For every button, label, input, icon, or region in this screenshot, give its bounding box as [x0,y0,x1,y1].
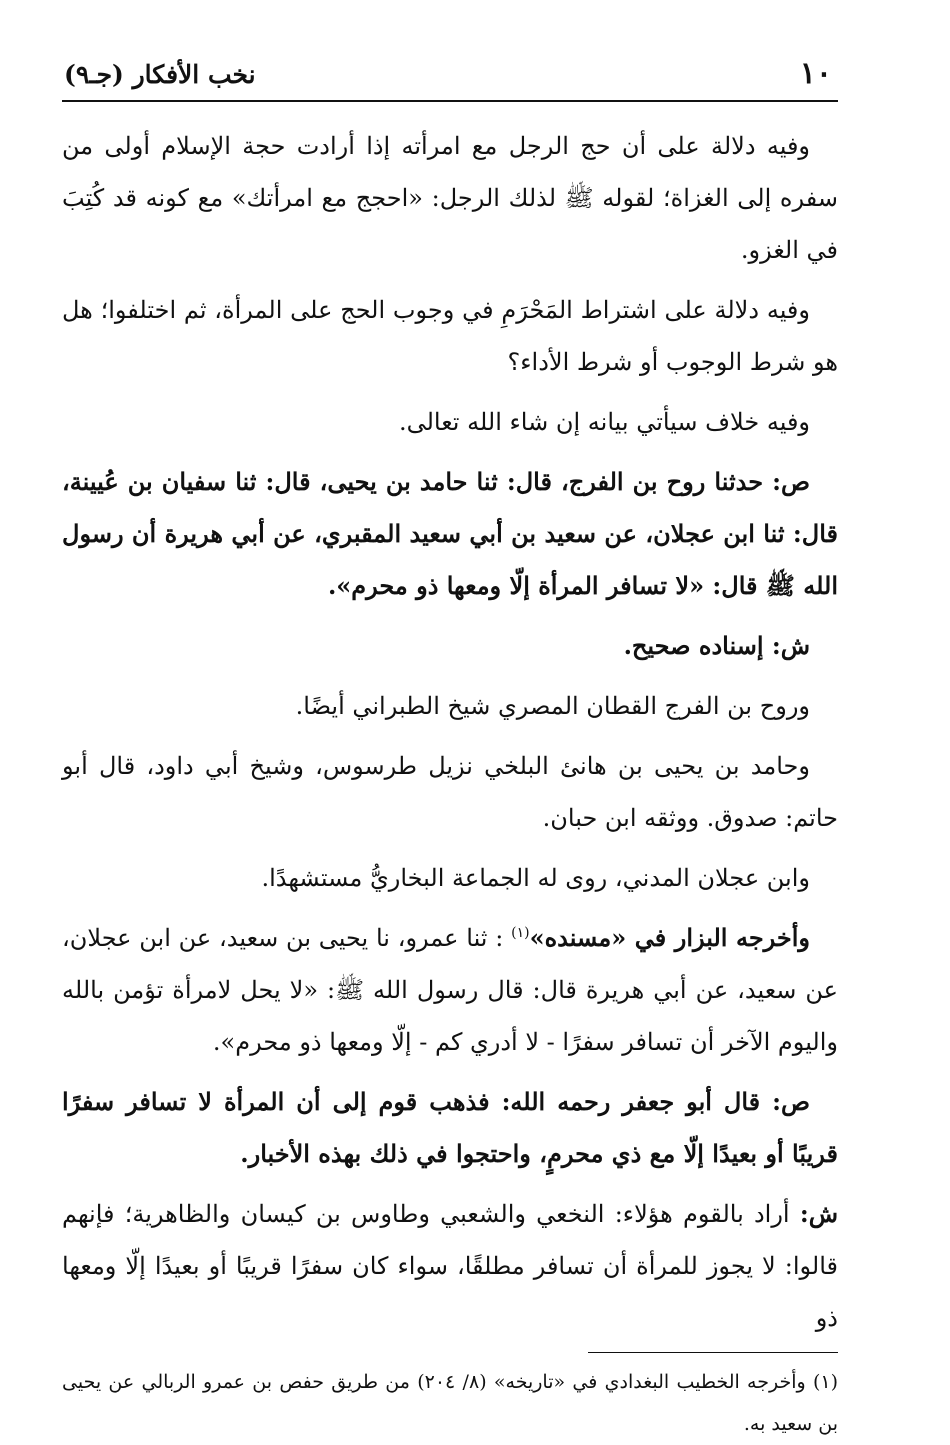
paragraph: وفيه دلالة على أن حج الرجل مع امرأته إذا أرادت حجة الإسلام أولى من سفره إلى الغزاة؛ لقوله ﷺ لذلك الرجل: «احجج مع امرأتك» مع كونه قد كُتِبَ في الغزو. [62,132,838,264]
paragraph: وفيه دلالة على اشتراط المَحْرَمِ في وجوب الحج على المرأة، ثم اختلفوا؛ هل هو شرط الوجوب أو شرط الأداء؟ [62,296,838,376]
page-header [62,40,838,102]
page-number: ١٠ [799,56,832,91]
page [62,40,838,1445]
paragraph [62,1188,838,1344]
paragraph: وابن عجلان المدني، روى له الجماعة البخاريُّ مستشهدًا. [261,864,810,892]
commentary-marker: ش: [799,1199,838,1228]
paragraph: وفيه خلاف سيأتي بيانه إن شاء الله تعالى. [398,408,810,436]
paragraph-text: أراد بالقوم هؤلاء: النخعي والشعبي وطاوس بن كيسان والظاهرية؛ فإنهم قالوا: لا يجوز للمرأة أن تسافر مطلقًا، سواء كان سفرًا قريبًا أو بعيدًا إلّا ومعها ذو [62,1200,839,1332]
quoted-statement: ص: قال أبو جعفر رحمه الله: فذهب قوم إلى أن المرأة لا تسافر سفرًا قريبًا أو بعيدًا إلّا مع ذي محرمٍ، واحتجوا في ذلك بهذه الأخبار. [62,1087,838,1168]
paragraph: وروح بن الفرج القطان المصري شيخ الطبراني أيضًا. [295,692,810,720]
main-text [62,120,838,1344]
commentary-heading: ش: إسناده صحيح. [623,631,810,660]
source-name: وأخرجه البزار في «مسنده» [529,923,810,952]
hadith-text: ص: حدثنا روح بن الفرج، قال: ثنا حامد بن يحيى، قال: ثنا سفيان بن عُيينة، قال: ثنا ابن عجلان، عن سعيد بن أبي سعيد المقبري، عن أبي هريرة أن رسول الله ﷺ قال: «لا تسافر المرأة إلّا ومعها ذو محرم». [62,467,838,600]
running-title: نخب الأفكار (جـ٩) [64,60,256,89]
footnote: (١) وأخرجه الخطيب البغدادي في «تاريخه» (٨/ ٢٠٤) من طريق حفص بن عمرو الربالي عن يحيى بن سعيد به. [62,1371,839,1435]
paragraph-text: : ثنا عمرو، نا يحيى بن سعيد، عن ابن عجلان، عن سعيد، عن أبي هريرة قال: قال رسول الله ﷺ: «لا يحل لامرأة تؤمن بالله واليوم الآخر أن تسافر سفرًا - لا أدري كم - إلّا ومعها ذو محرم». [62,924,838,1056]
footnote-divider [588,1352,838,1353]
paragraph [62,912,838,1068]
paragraph: وحامد بن يحيى بن هانئ البلخي نزيل طرسوس، وشيخ أبي داود، قال أبو حاتم: صدوق. ووثقه ابن حبان. [62,752,838,832]
footnote-marker: (١) [511,925,530,941]
